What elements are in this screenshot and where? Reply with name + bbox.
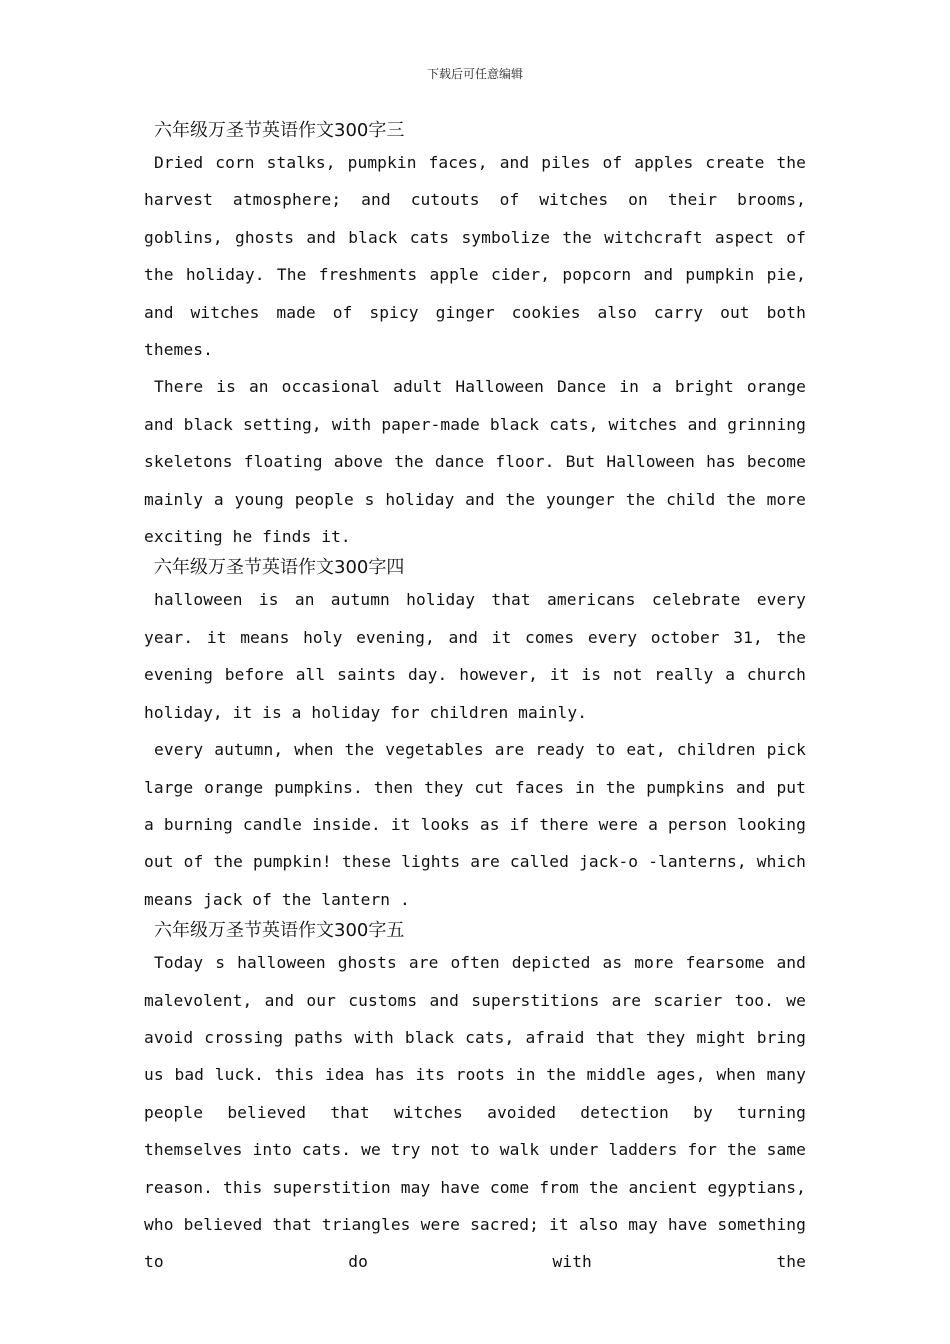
paragraph: Dried corn stalks, pumpkin faces, and piles of apples create the harvest atmosphere; and cutouts of witches on their brooms, goblins, ghosts and black cats symbolize the witchcraft aspect of the holiday. The freshments apple cider, popcorn and pumpkin pie, and witches made of spicy ginger cookies also carry out both themes. (144, 153, 806, 360)
section-heading: 六年级万圣节英语作文300字四 (154, 557, 405, 579)
section-heading: 六年级万圣节英语作文300字五 (154, 920, 405, 942)
section-heading: 六年级万圣节英语作文300字三 (154, 120, 405, 141)
essay-section-five (144, 920, 806, 1281)
essay-section-three (144, 120, 806, 555)
essay-section-four (144, 557, 806, 918)
paragraph: Today s halloween ghosts are often depicted as more fearsome and malevolent, and our customs and superstitions are scarier too. we avoid crossing paths with black cats, afraid that they might bring us bad luck. this idea has its roots in the middle ages, when many people believed that witches avoided detection by turning themselves into cats. we try not to walk under ladders for the same reason. this superstition may have come from the ancient egyptians, who believed that triangles were sacred; it also may have something to do with the (144, 953, 806, 1272)
paragraph: every autumn, when the vegetables are ready to eat, children pick large orange pumpkins. then they cut faces in the pumpkins and put a burning candle inside. it looks as if there were a person looking out of the pumpkin! these lights are called jack-o -lanterns, which means jack of the lantern . (144, 740, 806, 909)
document-body (144, 118, 806, 1281)
paragraph: There is an occasional adult Halloween Dance in a bright orange and black setting, with paper-made black cats, witches and grinning skeletons floating above the dance floor. But Halloween has become mainly a young people s holiday and the younger the child the more exciting he finds it. (144, 377, 806, 547)
page-header: 下载后可任意编辑 (426, 67, 523, 81)
paragraph: halloween is an autumn holiday that americans celebrate every year. it means holy evening, and it comes every october 31, the evening before all saints day. however, it is not really a church holiday, it is a holiday for children mainly. (144, 590, 806, 722)
